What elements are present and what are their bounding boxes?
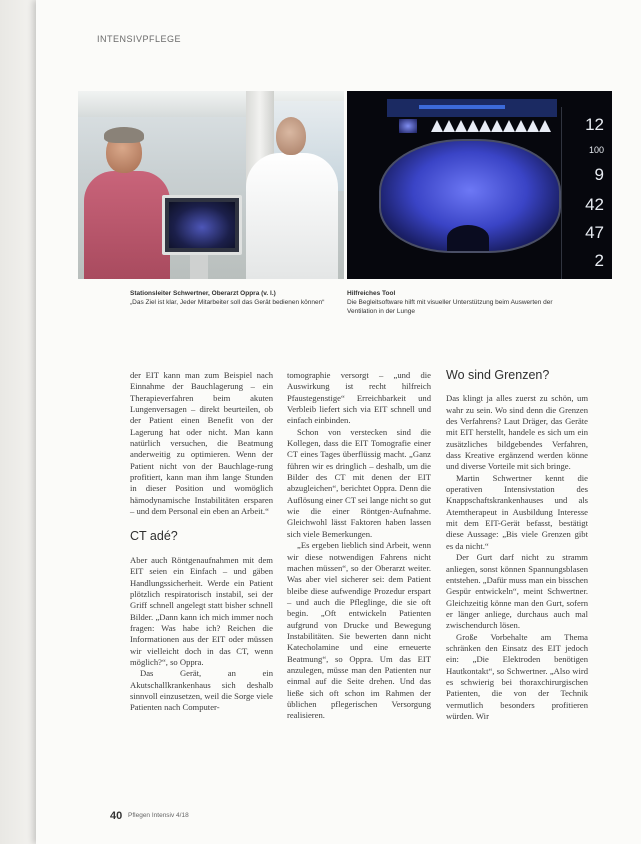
paragraph: der EIT kann man zum Beispiel nach Einnahme der Bauchlagerung – ein Therapieverfahren beim akuten Lungenversagen – direkt beurteilen, ob der Patient einen Benefit von der Lagerung hat oder nicht. Man kann natürlich versuchen, die Beatmung anderweitig zu optimieren. Wenn der Patient nicht von der Bauchlage-rung profitiert, kann man ihm lange Stunden in dieser Position und womöglich hämodynamische Instabilitäten ersparen – und dem Personal ein eben an Arbeit.“ [130,370,273,517]
readout-value: 2 [594,251,604,270]
paragraph: „Es ergeben lieblich sind Arbeit, wenn wir diese notwendigen Fahrens nicht machen müssen“, so der Oberarzt weiter. Was aber viel sicherer sei: dem Patient bleibe diese aufwendige Prozedur erspart – und auch die Pfleglinge, die sie oft begin. „Oft entwickeln Patienten aufgrund von Drucke und Bewegung Instabilitäten. Sie bewerten dann nicht Katecholamine und eine erneuerte Beatmung“, so Oppra. Um das EIT anzulegen, müsse man den Patienten nur einmal auf die Seite drehen. Und das ließe sich oft schon im Rahmen der üblichen pflegerischen Versorgung realisieren. [287,540,431,721]
caption-right [347,289,557,316]
readout-value: 42 [585,195,604,214]
screen-mini-scan [399,119,417,133]
caption-title: Stationsleiter Schwertner, Oberarzt Oppra (v. l.) [130,290,276,297]
person-doctor [242,117,342,279]
readout-value: 100 [588,145,604,155]
caption-text: Die Begleitsoftware hilft mit visueller Unterstützung beim Auswerten der Ventilation in der Lunge [347,299,553,315]
screen-readouts [561,107,612,279]
paragraph: Aber auch Röntgenaufnahmen mit dem EIT seien ein Einfach – und gäben Handlungssicherheit. Werde ein Patient plötzlich respiratorisch instabil, sei der Griff schnell angelegt statt bisher schnell Bilder. „Dann kann ich mich immer noch fragen: Was habe ich? Reichen die Informationen aus der EIT oder müssen wir vielleicht doch in das CT, wenn möglich?“, so Oppra. [130,554,273,667]
caption-title: Hilfreiches Tool [347,290,396,297]
readout-value: 47 [585,223,604,242]
monitor-stand [190,253,208,279]
paragraph: tomographie versorgt – „und die Auswirkung ist recht hilfreich Pfaustegenstige“ Erreichbarkeit und Verbleib liefert sich via EIT schnell und einfach einbinden. [287,370,431,426]
eit-monitor [162,195,242,255]
text-column-3 [446,364,588,722]
photo-staff-with-eit-device [78,91,344,279]
paragraph: Schon von verstecken sind die Kollegen, dass die EIT Tomografie einer CT eines Tages überflüssig macht. „Ganz führen wir es dringlich – deshalb, um die Bilder des CT mit denen der EIT abzugleichen“, berichtet Oppra. Denn die Auflösung einer CT sei lange nicht so gut wie die einer Röntgen-Aufnahme. Gleichwohl lässt Faktoren haben lassen sich viele Bemerkungen. [287,426,431,539]
paragraph: Der Gurt darf nicht zu stramm anliegen, sonst können Spannungsblasen entstehen. „Dafür muss man ein bisschen Gespür entwickeln“, meint Schwertner. Gleichzeitig könne man den Gurt, sofern er länger anliege, durchaus auch mal zwischendurch lösen. [446,552,588,631]
section-label: INTENSIVPFLEGE [97,34,182,44]
book-spine [0,0,36,844]
paragraph: Das klingt ja alles zuerst zu schön, um wahr zu sein. Wo sind denn die Grenzen des Verfahrens? Laut Dräger, das Geräte mit EIT herstellt, handele es sich um ein zusätzliches bildgebendes Verfahren, dass Kreative ergänzend werden könne und diverse Vorteile mit sich bringe. [446,393,588,472]
readout-value: 9 [594,165,604,184]
text-column-1 [130,370,273,714]
caption-text: „Das Ziel ist klar, Jeder Mitarbeiter soll das Gerät bedienen können“ [130,299,325,306]
person-nurse [84,131,170,279]
caption-left [130,289,340,307]
subheading: Wo sind Grenzen? [446,368,550,382]
paragraph: Martin Schwertner kennt die operativen Intensivstation des Knappschaftskrankenhauses und als Atemtherapeut in Ausbildung Interesse mit dem EIT-Gerät befasst, bestätigt diese Aussage: „Bis viele Grenzen gibt es da nicht.“ [446,472,588,551]
publication-name: Pflegen Intensiv 4/18 [128,812,189,819]
photo-eit-screen [347,91,612,279]
page-number: 40 [110,810,123,822]
ventilation-waveform [431,117,551,133]
readout-value: 12 [585,115,604,134]
paragraph: Große Vorbehalte am Thema schränken den Einsatz des EIT jedoch ein: „Die Elektroden benötigen Hautkontakt“, so Schwertner. „Also wird es schwierig bei thoraxchirurgischen Patienten, die von der Technik vermutlich besonders profitieren würden. Wir [446,631,588,721]
paragraph: Das Gerät, an ein Akutschallkrankenhaus sich deshalb sinnvoll einzusetzen, weil die Sorge viele Patienten nach Computer- [130,668,273,713]
text-column-2 [287,370,431,722]
subheading: CT adé? [130,529,178,544]
